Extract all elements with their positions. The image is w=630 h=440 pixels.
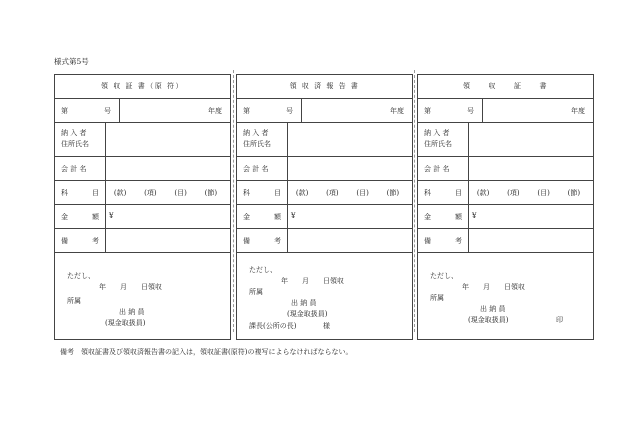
accounting-label: 会 計 名 (61, 165, 87, 173)
item-row (237, 181, 412, 205)
accounting-row (237, 157, 412, 181)
amount-label: 金 額 (424, 213, 462, 221)
item-row (55, 181, 230, 205)
form-title: 領 収 済 報 告 書 (237, 75, 412, 99)
remarks-row (418, 229, 593, 253)
cut-line-1 (233, 70, 234, 332)
receipt-form (417, 74, 594, 340)
payer-label: 納 入 者 住所氏名 (424, 129, 452, 148)
fiscal-year-label: 年度 (208, 107, 222, 115)
report-note: ただし、 年 月 日領収 所属 出 納 員 (現金取扱員) 課長(公所の長) 様 (249, 266, 344, 330)
item-subdivisions: (款) (項) (目) (節) (476, 188, 581, 197)
amount-row (418, 205, 593, 229)
form-title: 領 収 証 書（原 符） (55, 75, 230, 99)
number-row (237, 99, 412, 123)
number-row (55, 99, 230, 123)
accounting-row (418, 157, 593, 181)
yen-sign: ¥ (291, 212, 296, 220)
item-row (418, 181, 593, 205)
yen-sign: ¥ (472, 212, 477, 220)
cut-line-2 (414, 70, 415, 332)
payer-row (418, 123, 593, 157)
amount-label: 金 額 (243, 213, 281, 221)
item-subdivisions: (款) (項) (目) (節) (113, 188, 218, 197)
item-subdivisions: (款) (項) (目) (節) (295, 188, 400, 197)
form-number: 様式第5号 (54, 57, 89, 66)
number-row (418, 99, 593, 123)
payer-row (237, 123, 412, 157)
accounting-label: 会 計 名 (243, 165, 269, 173)
receipt-note: ただし、 年 月 日領収 所属 出 納 員 (現金取扱員) 印 (430, 272, 563, 324)
remarks-row (55, 229, 230, 253)
amount-row (55, 205, 230, 229)
remarks-row (237, 229, 412, 253)
payer-row (55, 123, 230, 157)
fiscal-year-label: 年度 (571, 107, 585, 115)
accounting-row (55, 157, 230, 181)
number-label: 第 号 (61, 107, 111, 115)
accounting-label: 会 計 名 (424, 165, 450, 173)
payer-label: 納 入 者 住所氏名 (61, 129, 89, 148)
footer-note: 備考 領収証書及び領収済報告書の記入は，領収証書(原符)の複写によらなければならない。 (60, 348, 353, 356)
item-label: 科 目 (424, 189, 462, 197)
item-label: 科 目 (243, 189, 281, 197)
remarks-label: 備 考 (243, 237, 281, 245)
amount-row (237, 205, 412, 229)
amount-label: 金 額 (61, 213, 99, 221)
receipt-original-form (54, 74, 231, 340)
item-label: 科 目 (61, 189, 99, 197)
receipt-report-form (236, 74, 413, 340)
remarks-label: 備 考 (61, 237, 99, 245)
form-title: 領 収 証 書 (418, 75, 593, 99)
number-label: 第 号 (424, 107, 474, 115)
number-label: 第 号 (243, 107, 293, 115)
fiscal-year-label: 年度 (390, 107, 404, 115)
remarks-label: 備 考 (424, 237, 462, 245)
payer-label: 納 入 者 住所氏名 (243, 129, 271, 148)
yen-sign: ¥ (109, 212, 114, 220)
receipt-note: ただし、 年 月 日領収 所属 出 納 員 (現金取扱員) (67, 272, 162, 327)
seal-mark: 印 (556, 316, 563, 324)
